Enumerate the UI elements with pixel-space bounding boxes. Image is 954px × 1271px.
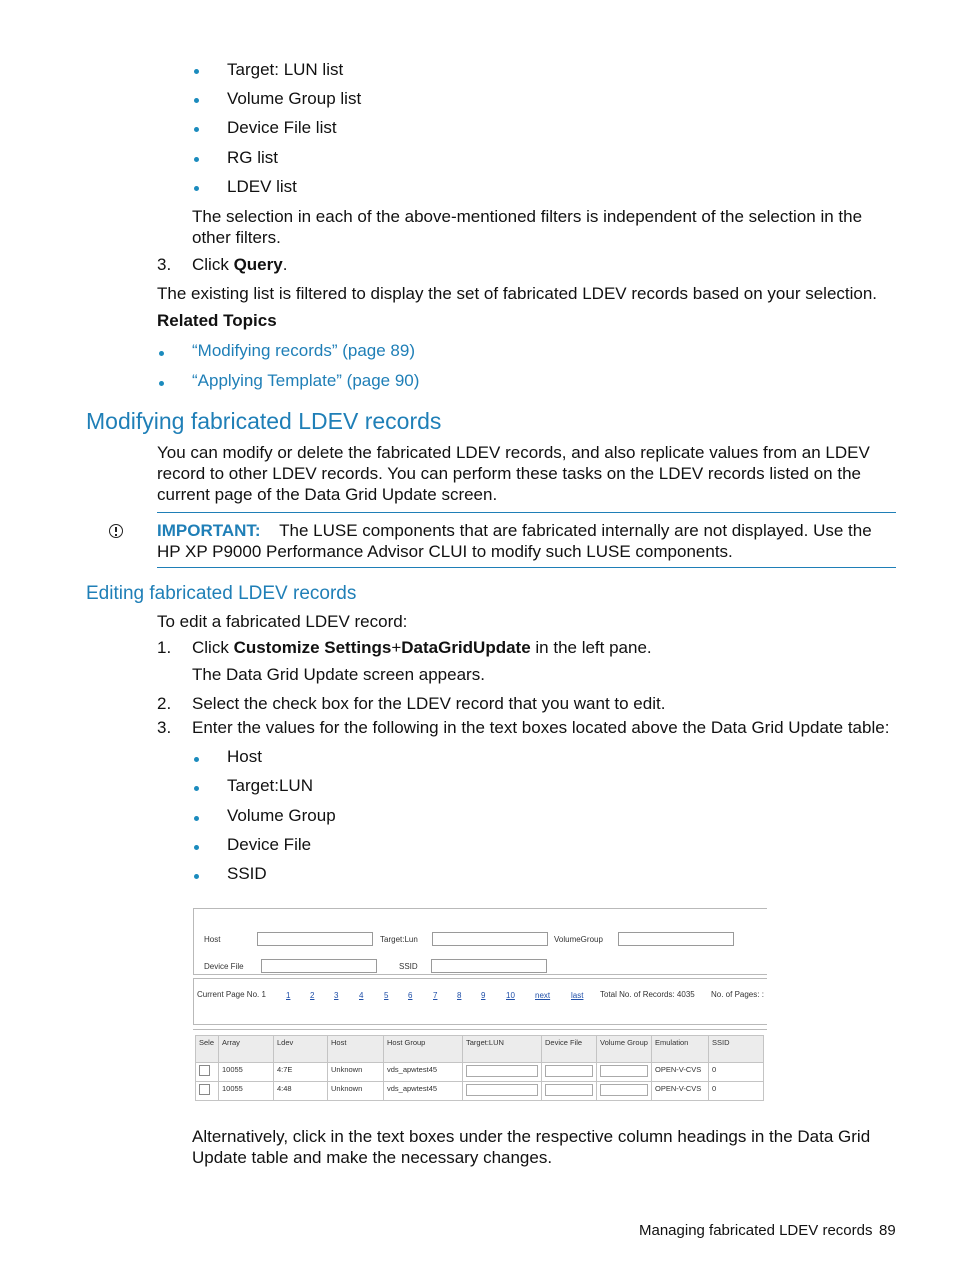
ldev-cell: 4:48 [274,1082,328,1101]
row-checkbox[interactable] [199,1065,210,1076]
list-item: Target: LUN list [227,60,344,79]
row-select-cell[interactable] [196,1063,219,1082]
target-lun-cell[interactable] [463,1082,542,1101]
device-file-cell[interactable] [542,1082,597,1101]
filtered-text: The existing list is filtered to display the set of fabricated LDEV records based on your selection. [157,284,878,303]
ssid-cell[interactable]: 0 [709,1063,764,1082]
bullet-icon [194,127,199,132]
edit-step-1: Click Customize Settings+DataGridUpdate in the left pane. [192,638,652,657]
data-grid-update-screenshot [193,908,767,1105]
column-header-ldev: Ldev [274,1036,328,1063]
footer-title: Managing fabricated LDEV records [639,1222,873,1239]
bullet-icon [194,186,199,191]
column-header-volume-group: Volume Group [597,1036,652,1063]
important-note: IMPORTANT: The LUSE components that are fabricated internally are not displayed. Use the HP XP P9000 Performance Advisor CLUI to modify such LUSE components. [157,521,872,561]
volume-group-cell-input[interactable] [600,1084,648,1096]
target-lun-cell-input[interactable] [466,1084,538,1096]
bullet-icon [194,874,199,879]
device-file-filter-label: Device File [204,962,244,971]
column-header-host-group: Host Group [384,1036,463,1063]
bullet-icon [194,816,199,821]
array-cell: 10055 [219,1063,274,1082]
page-link-7[interactable]: 7 [433,991,438,1000]
page-link-9[interactable]: 9 [481,991,486,1000]
filters-note: The selection in each of the above-mentioned filters is independent of the selection in the other filters. [192,207,863,247]
column-header-array: Array [219,1036,274,1063]
total-records-label: Total No. of Records: 4035 [600,990,695,999]
section-intro: You can modify or delete the fabricated LDEV records, and also replicate values from an LDEV record to other LDEV records. You can perform these tasks on the LDEV records listed on the current page of the Data Grid Update screen. [157,443,870,504]
current-page-label: Current Page No. 1 [197,990,266,999]
host-filter-label: Host [204,935,221,944]
volume-group-filter-label: VolumeGroup [554,935,603,944]
ssid-filter-input[interactable] [431,959,547,973]
edit-step-1-result: The Data Grid Update screen appears. [192,665,485,684]
device-file-cell-input[interactable] [545,1065,593,1077]
table-row [196,1082,764,1101]
divider [157,512,896,513]
edit-step-2: Select the check box for the LDEV record that you want to edit. [192,694,666,713]
column-header-ssid: SSID [709,1036,764,1063]
related-topics-heading: Related Topics [157,311,277,330]
ssid-cell[interactable]: 0 [709,1082,764,1101]
bullet-icon [194,757,199,762]
step-number: 1. [157,638,172,657]
column-header-device-file: Device File [542,1036,597,1063]
page-link-4[interactable]: 4 [359,991,364,1000]
step-number: 3. [157,718,172,737]
volume-group-cell[interactable] [597,1082,652,1101]
page-link-1[interactable]: 1 [286,991,291,1000]
device-file-filter-input[interactable] [261,959,377,973]
host-group-cell: vds_apwtest45 [384,1063,463,1082]
table-row [196,1063,764,1082]
step-number: 3. [157,255,172,274]
list-item: RG list [227,148,278,167]
column-header-host: Host [328,1036,384,1063]
page-link-3[interactable]: 3 [334,991,339,1000]
page-link-6[interactable]: 6 [408,991,413,1000]
emulation-cell: OPEN-V-CVS [652,1082,709,1101]
volume-group-cell-input[interactable] [600,1065,648,1077]
important-icon [109,524,123,538]
volume-group-cell[interactable] [597,1063,652,1082]
device-file-cell[interactable] [542,1063,597,1082]
list-item: Device File list [227,118,337,137]
page-link-8[interactable]: 8 [457,991,462,1000]
bullet-icon [194,845,199,850]
related-link-modifying-records[interactable]: “Modifying records” (page 89) [192,341,415,360]
list-item: LDEV list [227,177,297,196]
target-lun-cell-input[interactable] [466,1065,538,1077]
volume-group-filter-input[interactable] [618,932,734,946]
next-page-link[interactable]: next [535,991,551,1000]
column-header-target-lun: Target:LUN [463,1036,542,1063]
divider [157,567,896,568]
emulation-cell: OPEN-V-CVS [652,1063,709,1082]
bullet-icon [194,157,199,162]
column-header-emulation: Emulation [652,1036,709,1063]
ssid-filter-label: SSID [399,962,418,971]
section-title: Modifying fabricated LDEV records [86,408,442,434]
bullet-icon [159,351,164,356]
bullet-icon [194,98,199,103]
page-link-2[interactable]: 2 [310,991,315,1000]
list-item: Device File [227,835,312,854]
array-cell: 10055 [219,1082,274,1101]
bullet-icon [194,786,199,791]
edit-step-3: Enter the values for the following in the text boxes located above the Data Grid Update table: [192,718,890,737]
host-cell[interactable]: Unknown [328,1082,384,1101]
last-page-link[interactable]: last [571,991,584,1000]
related-link-applying-template[interactable]: “Applying Template” (page 90) [192,371,420,390]
list-item: Volume Group [227,806,336,825]
target-lun-cell[interactable] [463,1063,542,1082]
host-group-cell: vds_apwtest45 [384,1082,463,1101]
column-header-select: Sele [196,1036,219,1063]
list-item: SSID [227,864,267,883]
bullet-icon [159,381,164,386]
step-3-text: Click Query. [192,255,288,274]
target-lun-filter-input[interactable] [432,932,548,946]
list-item: Target:LUN [227,776,313,795]
edit-intro: To edit a fabricated LDEV record: [157,612,408,631]
ldev-cell: 4:7E [274,1063,328,1082]
bullet-icon [194,69,199,74]
data-grid-table [195,1035,764,1101]
host-filter-input[interactable] [257,932,373,946]
page-link-5[interactable]: 5 [384,991,389,1000]
step-number: 2. [157,694,172,713]
host-cell[interactable]: Unknown [328,1063,384,1082]
device-file-cell-input[interactable] [545,1084,593,1096]
list-item: Volume Group list [227,89,362,108]
footer-page-number: 89 [879,1222,896,1239]
num-pages-label: No. of Pages: : [711,990,764,999]
row-select-cell[interactable] [196,1082,219,1101]
target-lun-filter-label: Target:Lun [380,935,418,944]
row-checkbox[interactable] [199,1084,210,1095]
subsection-title: Editing fabricated LDEV records [86,583,357,604]
alternative-text: Alternatively, click in the text boxes under the respective column headings in the Data Grid Update table and make the necessary changes. [192,1127,871,1167]
list-item: Host [227,747,262,766]
page-link-10[interactable]: 10 [506,991,515,1000]
table-header-row [196,1036,764,1063]
